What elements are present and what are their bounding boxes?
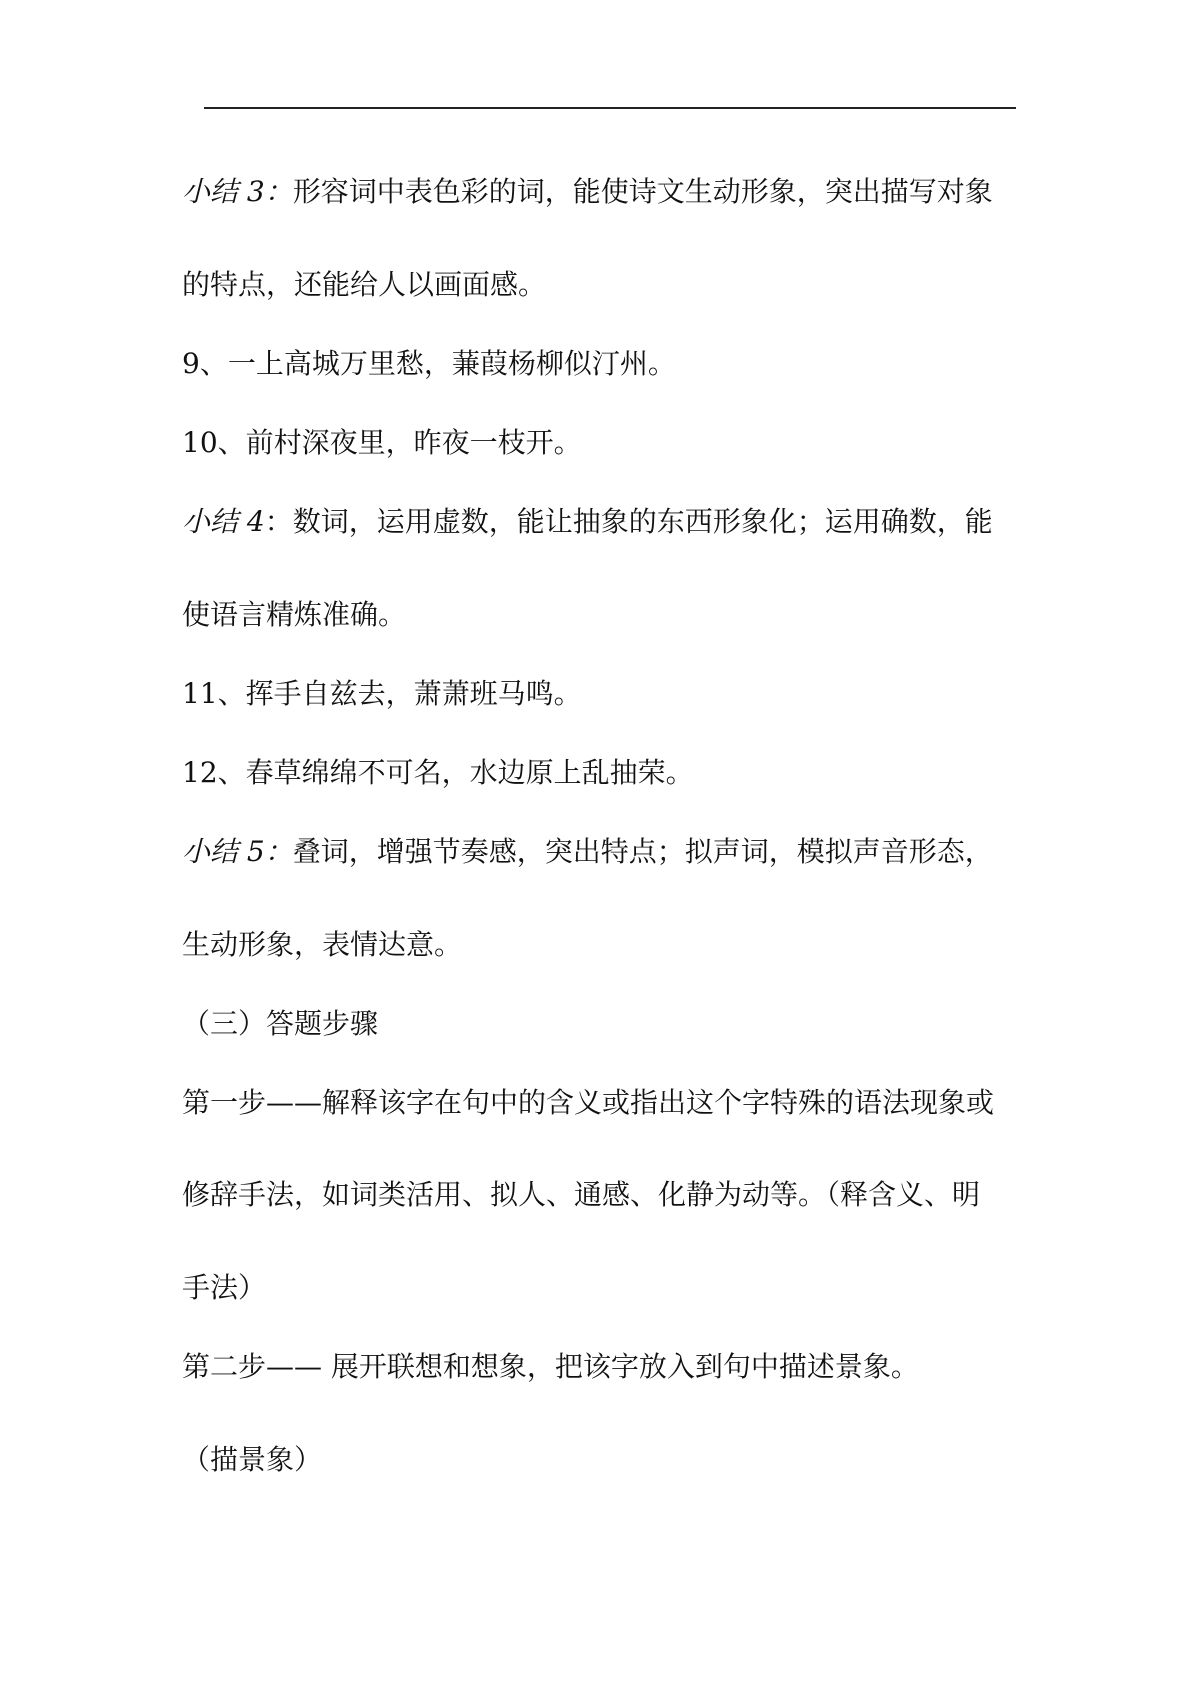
section-heading-steps: （三）答题步骤	[182, 1007, 379, 1040]
example-12: 12、春草绵绵不可名，水边原上乱抽荣。	[182, 756, 694, 789]
example-10: 10、前村深夜里，昨夜一枝开。	[182, 426, 582, 459]
summary-4-line-2: 使语言精炼准确。	[182, 598, 407, 631]
summary-3-line-1	[182, 174, 993, 210]
summary-3-text: 形容词中表色彩的词，能使诗文生动形象，突出描写对象	[292, 175, 993, 208]
summary-4-text: ：数词，运用虚数，能让抽象的东西形象化；运用确数，能	[264, 505, 993, 538]
summary-3-line-2: 的特点，还能给人以画面感。	[182, 268, 547, 301]
step-1-line-1: 第一步——解释该字在句中的含义或指出这个字特殊的语法现象或	[182, 1086, 995, 1119]
summary-5-line-2: 生动形象，表情达意。	[182, 928, 463, 961]
summary-5-label: 小结 5：	[182, 835, 293, 868]
step-1-line-2: 修辞手法，如词类活用、拟人、通感、化静为动等。（释含义、明	[182, 1178, 981, 1211]
summary-4-label: 小结 4	[182, 505, 265, 538]
step-2-line-2: （描景象）	[182, 1443, 323, 1476]
example-11: 11、挥手自兹去，萧萧班马鸣。	[182, 677, 582, 710]
example-9: 9、一上高城万里愁，蒹葭杨柳似汀州。	[182, 347, 676, 380]
summary-4-line-1	[182, 504, 993, 540]
step-1-line-3: 手法）	[182, 1271, 267, 1304]
summary-5-text: 叠词，增强节奏感，突出特点；拟声词，模拟声音形态，	[292, 835, 993, 868]
summary-3-label: 小结 3：	[182, 175, 293, 208]
summary-5-line-1	[182, 834, 993, 870]
step-2-line-1: 第二步—— 展开联想和想象，把该字放入到句中描述景象。	[182, 1350, 919, 1383]
header-rule	[204, 107, 1016, 109]
